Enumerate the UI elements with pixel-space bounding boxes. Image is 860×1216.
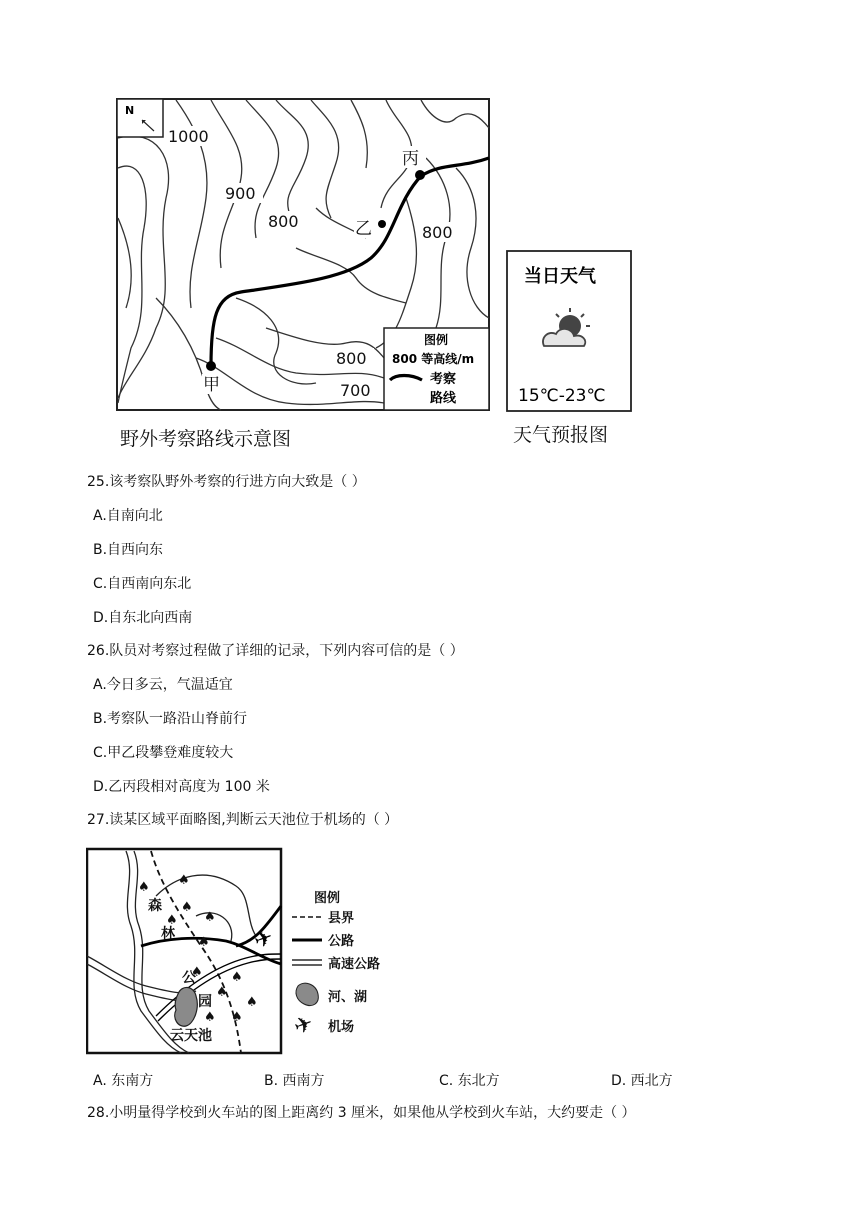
legend-airport-icon: ✈	[290, 1010, 317, 1041]
svg-text:♠: ♠	[166, 913, 178, 928]
legend-title: 图例	[424, 333, 449, 347]
legend-route-1: 考察	[430, 372, 457, 387]
svg-text:♠: ♠	[216, 985, 228, 1000]
label-bing: 丙	[402, 149, 419, 169]
contour-label: 900	[225, 184, 256, 203]
point-jia	[206, 361, 216, 371]
legend2-road: 公路	[328, 934, 355, 949]
contour-label: 1000	[168, 127, 209, 146]
label-jia: 甲	[203, 375, 220, 395]
legend2-county: 县界	[328, 911, 355, 926]
svg-text:♠: ♠	[178, 873, 190, 888]
svg-text:♠: ♠	[231, 1010, 243, 1025]
svg-text:♠: ♠	[138, 880, 150, 895]
point-bing	[415, 170, 425, 180]
q25-option-c[interactable]: C.自西南向东北	[93, 576, 192, 592]
question-28: 28.小明量得学校到火车站的图上距离约 3 厘米，如果他从学校到火车站，大约要走（ ）	[87, 1105, 636, 1121]
contour-label: 800	[268, 212, 299, 231]
q26-option-c[interactable]: C.甲乙段攀登难度较大	[93, 745, 234, 761]
label-sen: 森	[148, 898, 162, 914]
contour-label: 800	[336, 349, 367, 368]
field-route-map	[116, 98, 490, 412]
q27-option-d[interactable]: D. 西北方	[611, 1073, 673, 1089]
legend2-water: 河、湖	[328, 990, 368, 1005]
legend2-airport: 机场	[328, 1020, 355, 1035]
svg-text:♠: ♠	[204, 910, 216, 925]
legend2-highway: 高速公路	[328, 957, 381, 972]
contour-label: 700	[340, 381, 371, 400]
label-gong: 公	[182, 970, 196, 986]
svg-text:♠: ♠	[231, 970, 243, 985]
legend-route-2: 路线	[430, 391, 457, 406]
legend-contour: 800 等高线/m	[392, 352, 475, 366]
svg-text:♠: ♠	[204, 1010, 216, 1025]
question-27: 27.读某区域平面略图,判断云天池位于机场的（ ）	[87, 812, 399, 828]
region-sketch-map	[86, 846, 396, 1056]
q25-option-d[interactable]: D.自东北向西南	[93, 610, 193, 626]
q27-option-b[interactable]: B. 西南方	[264, 1073, 325, 1089]
figure1-caption: 野外考察路线示意图	[120, 428, 292, 450]
weather-temp: 15℃-23℃	[518, 386, 606, 406]
svg-text:♠: ♠	[246, 995, 258, 1010]
weather-caption: 天气预报图	[513, 424, 609, 446]
weather-title: 当日天气	[524, 266, 596, 287]
contour-label: 800	[422, 223, 453, 242]
label-pool: 云天池	[170, 1028, 212, 1044]
q27-option-c[interactable]: C. 东北方	[439, 1073, 500, 1089]
svg-text:♠: ♠	[198, 935, 210, 950]
point-yi	[378, 220, 386, 228]
q26-option-a[interactable]: A.今日多云，气温适宜	[93, 677, 233, 693]
q25-option-b[interactable]: B.自西向东	[93, 542, 164, 558]
q27-option-a[interactable]: A. 东南方	[93, 1073, 154, 1089]
map-legend	[384, 328, 489, 410]
question-25: 25.该考察队野外考察的行进方向大致是（ ）	[87, 474, 366, 490]
legend2-title: 图例	[314, 891, 341, 906]
airport-icon: ✈	[250, 924, 277, 955]
label-yuan: 园	[198, 994, 212, 1010]
label-lin: 林	[161, 926, 175, 942]
question-26: 26.队员对考察过程做了详细的记录，下列内容可信的是（ ）	[87, 643, 464, 659]
svg-text:♠: ♠	[181, 900, 193, 915]
weather-box	[506, 250, 632, 412]
q25-option-a[interactable]: A.自南向北	[93, 508, 163, 524]
north-label: N	[125, 104, 135, 117]
label-yi: 乙	[355, 219, 372, 239]
q26-option-b[interactable]: B.考察队一路沿山脊前行	[93, 711, 248, 727]
svg-text:♠: ♠	[191, 965, 203, 980]
region-legend	[291, 890, 380, 1041]
q26-option-d[interactable]: D.乙丙段相对高度为 100 米	[93, 779, 270, 795]
